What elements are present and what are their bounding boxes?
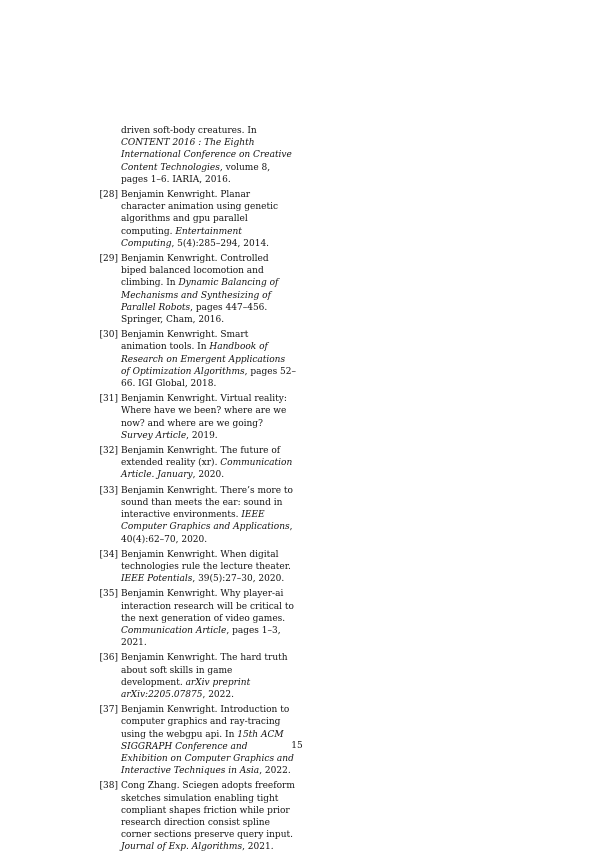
reference-text: Benjamin Kenwright. Virtual reality: Where have we been? where are we now? and where are we going? (121, 394, 287, 429)
reference-venue: Entertainment Computing (121, 226, 242, 249)
reference-text: , 2021. (242, 842, 274, 853)
reference-venue: 15th ACM SIGGRAPH Conference and Exhibition on Computer Graphics and Interactive Techniques in Asia (121, 729, 294, 777)
reference-venue: IEEE Potentials (121, 574, 193, 585)
reference-text: driven soft-body creatures. In (121, 126, 257, 136)
reference-number: [37] (99, 705, 118, 716)
reference-entry (90, 485, 296, 546)
reference-text: Benjamin Kenwright. The hard truth about soft skills in game development. (121, 653, 288, 688)
reference-venue: arXiv preprint arXiv:2205.07875 (121, 677, 251, 700)
reference-entry (90, 549, 296, 586)
reference-entry (90, 780, 296, 853)
reference-number: [29] (99, 254, 118, 265)
reference-number: [30] (99, 330, 118, 341)
reference-text: , volume 8, pages 1–6. IARIA, 2016. (121, 162, 271, 185)
reference-entry (90, 704, 296, 777)
reference-text: , 2022. (202, 689, 234, 700)
reference-text: Benjamin Kenwright. When digital technologies rule the lecture theater. (121, 549, 291, 572)
reference-text: , 5(4):285–294, 2014. (171, 238, 270, 249)
reference-entry (90, 652, 296, 701)
reference-list (90, 125, 296, 854)
reference-entry (90, 253, 296, 326)
reference-venue: IEEE Computer Graphics and Applications (121, 510, 290, 533)
reference-entry (90, 329, 296, 390)
reference-text: , pages 447–456. Springer, Cham, 2016. (121, 302, 268, 326)
reference-number: [34] (99, 549, 118, 560)
reference-text: Benjamin Kenwright. Controlled biped balanced locomotion and climbing. In (121, 254, 269, 289)
reference-number: [31] (99, 394, 118, 405)
reference-text: , pages 1–3, 2021. (121, 625, 281, 649)
page-number: 15 (291, 741, 303, 751)
reference-number: [28] (99, 190, 118, 201)
reference-entry (90, 588, 296, 649)
reference-venue: Communication Article. January (121, 458, 293, 481)
reference-entry (90, 189, 296, 250)
reference-venue: CONTENT 2016 : The Eighth International Conference on Creative Content Technologies (121, 138, 292, 173)
reference-text: , 39(5):27–30, 2020. (192, 574, 285, 585)
reference-text: , 40(4):62–70, 2020. (121, 522, 293, 545)
reference-text: , 2022. (259, 766, 291, 777)
reference-number: [35] (99, 589, 118, 600)
reference-text: Benjamin Kenwright. There’s more to sound than meets the ear: sound in interactive environments. (121, 485, 293, 521)
reference-venue: Dynamic Balancing of Mechanisms and Synthesizing of Parallel Robots (121, 278, 279, 313)
reference-number: [36] (99, 653, 118, 664)
reference-number: [33] (99, 485, 118, 496)
reference-text: Benjamin Kenwright. Why player-ai interaction research will be critical to the next generation of video games. (121, 589, 294, 624)
reference-number: [32] (99, 446, 118, 457)
reference-text: , 2020. (192, 470, 225, 481)
reference-venue: Communication Article (121, 625, 227, 636)
reference-entry (90, 393, 296, 442)
reference-text: Benjamin Kenwright. The future of extended reality (xr). (121, 446, 281, 469)
reference-text: Benjamin Kenwright. Introduction to computer graphics and ray-tracing using the webgpu api. In (121, 705, 290, 740)
reference-venue: Journal of Exp. Algorithms (121, 842, 243, 853)
reference-text: Benjamin Kenwright. Planar character animation using genetic algorithms and gpu parallel computing. (121, 190, 278, 237)
reference-27-continuation (90, 125, 296, 186)
reference-venue: Survey Article (121, 430, 187, 441)
reference-text: , 2019. (186, 430, 218, 441)
reference-text: Cong Zhang. Sciegen adopts freeform sketches simulation enabling tight compliant shapes friction while prior research direction consist spline corner sections preserve query input. (121, 781, 295, 841)
reference-number: [38] (99, 781, 118, 792)
reference-venue: Handbook of Research on Emergent Applications of Optimization Algorithms (121, 342, 286, 377)
reference-entry (90, 445, 296, 482)
reference-text: , pages 52–66. IGI Global, 2018. (121, 366, 297, 390)
reference-text: Benjamin Kenwright. Smart animation tools. In (121, 330, 249, 353)
